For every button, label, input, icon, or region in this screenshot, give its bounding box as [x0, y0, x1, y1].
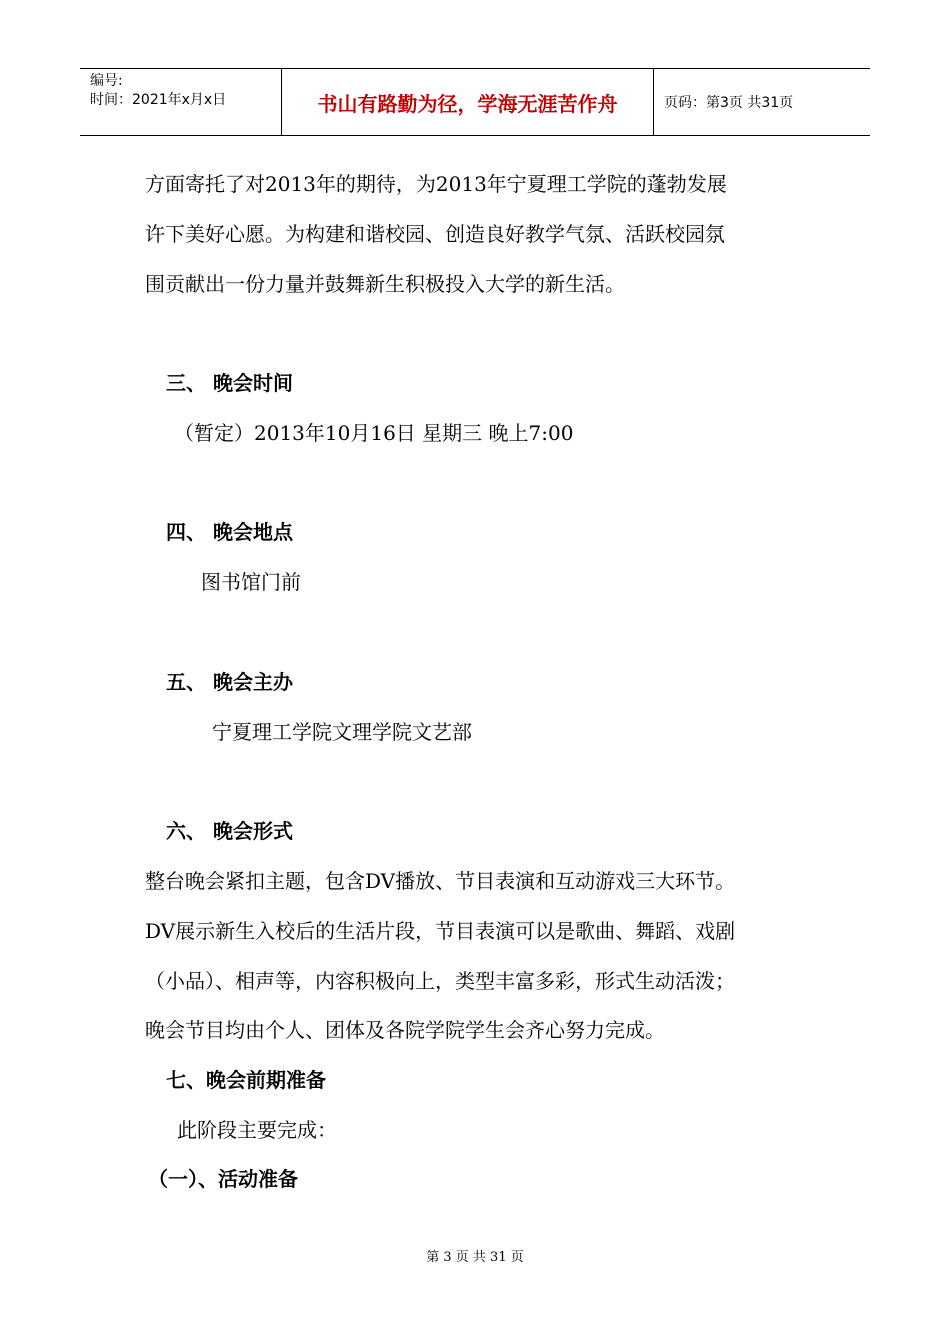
section-4-title: 四、 晚会地点 [166, 520, 293, 544]
intro-line-2: 许下美好心愿。为构建和谐校园、创造良好教学气氛、活跃校园氛 [145, 222, 725, 246]
section-6-line-2: DV展示新生入校后的生活片段，节目表演可以是歌曲、舞蹈、戏剧 [145, 919, 736, 943]
page-footer: 第 3 页 共 31 页 [426, 1250, 524, 1265]
intro-line-3: 围贡献出一份力量并鼓舞新生积极投入大学的新生活。 [145, 272, 625, 296]
subsection-1-title: （一）、活动准备 [148, 1167, 298, 1191]
header-left-cell [80, 69, 282, 135]
section-4-content: 图书馆门前 [201, 570, 301, 594]
section-3-title: 三、 晚会时间 [166, 371, 293, 395]
intro-line-1: 方面寄托了对2013年的期待，为2013年宁夏理工学院的蓬勃发展 [145, 172, 727, 196]
page-header [80, 68, 870, 136]
header-motto: 书山有路勤为径，学海无涯苦作舟 [282, 69, 654, 135]
header-time-label: 时间：2021年x月x日 [90, 92, 227, 108]
header-number-label: 编号: [90, 73, 123, 89]
section-5-content: 宁夏理工学院文理学院文艺部 [212, 720, 472, 744]
section-6-line-3: （小品）、相声等，内容积极向上，类型丰富多彩，形式生动活泼； [145, 969, 735, 993]
section-7-title: 七、晚会前期准备 [166, 1068, 326, 1092]
section-6-line-1: 整台晚会紧扣主题，包含DV播放、节目表演和互动游戏三大环节。 [145, 869, 736, 893]
section-6-line-4: 晚会节目均由个人、团体及各院学院学生会齐心努力完成。 [145, 1018, 665, 1042]
section-3-content: （暂定）2013年10月16日 星期三 晚上7:00 [174, 421, 574, 445]
header-page-info: 页码：第3页 共31页 [664, 95, 794, 111]
section-5-title: 五、 晚会主办 [166, 670, 293, 694]
section-7-intro: 此阶段主要完成： [177, 1118, 337, 1142]
section-6-title: 六、 晚会形式 [166, 819, 293, 843]
